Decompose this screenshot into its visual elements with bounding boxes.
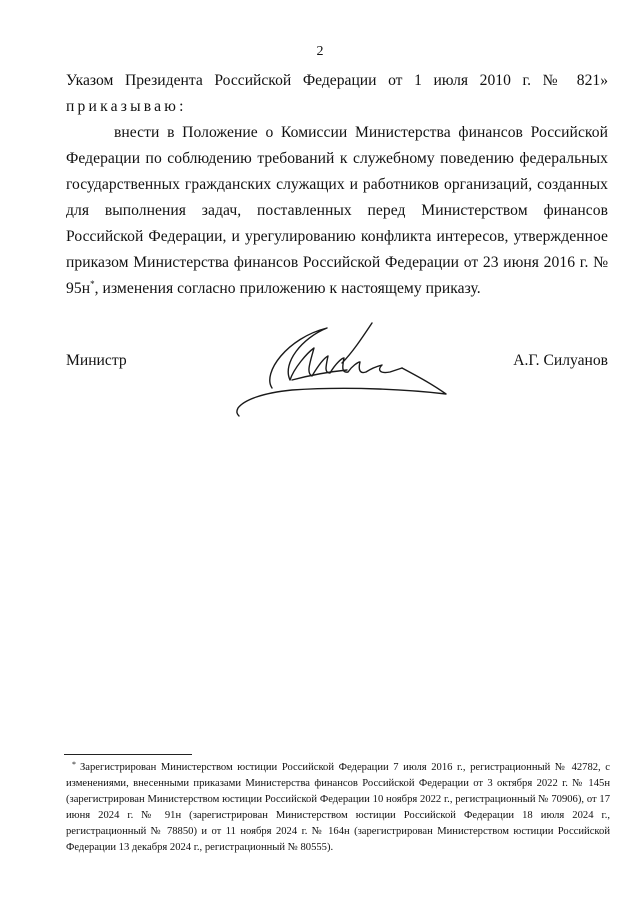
order-body-paragraph xyxy=(66,120,608,302)
footnote xyxy=(66,760,610,856)
order-body-text-part1: внести в Положение о Комиссии Министерства финансов Российской Федерации по соблюдению требований к служебному поведению федеральных государственных гражданских служащих и работников организаций, созданных для выполнения задач, поставленных перед Министерством финансов Российской Федерации, и урегулированию конфликта интересов, утвержденное приказом Министерства финансов Российской Федерации от 23 июня 2016 г. № 95н xyxy=(66,124,608,297)
footnote-divider xyxy=(64,754,192,755)
decree-reference-line: Указом Президента Российской Федерации от 1 июля 2010 г. № 821» xyxy=(66,72,608,89)
footnote-text: Зарегистрирован Министерством юстиции Российской Федерации 7 июля 2016 г., регистрационный № 42782, с изменениями, внесенными приказами Министерства финансов Российской Федерации от 3 октября 2022 г. № 145н (зарегистрирован Министерством юстиции Российской Федерации 10 ноября 2022 г., регистрационный № 70906), от 17 июня 2024 г. № 91н (зарегистрирован Министерством юстиции Российской Федерации 18 июля 2024 г., регистрационный № 78850) и от 11 ноября 2024 г. № 164н (зарегистрирован Министерством юстиции Российской Федерации 13 декабря 2024 г., регистрационный № 80555). xyxy=(66,762,610,853)
footnote-reference-mark: * xyxy=(90,278,95,289)
order-keyword: приказываю: xyxy=(66,98,187,115)
handwritten-signature-icon xyxy=(232,318,462,418)
footnote-mark: * xyxy=(72,760,76,769)
page-number: 2 xyxy=(316,44,324,59)
signatory-name: А.Г. Силуанов xyxy=(513,352,608,369)
order-body-text-part2: , изменения согласно приложению к настоящему приказу. xyxy=(94,280,481,297)
signatory-title: Министр xyxy=(66,352,127,369)
